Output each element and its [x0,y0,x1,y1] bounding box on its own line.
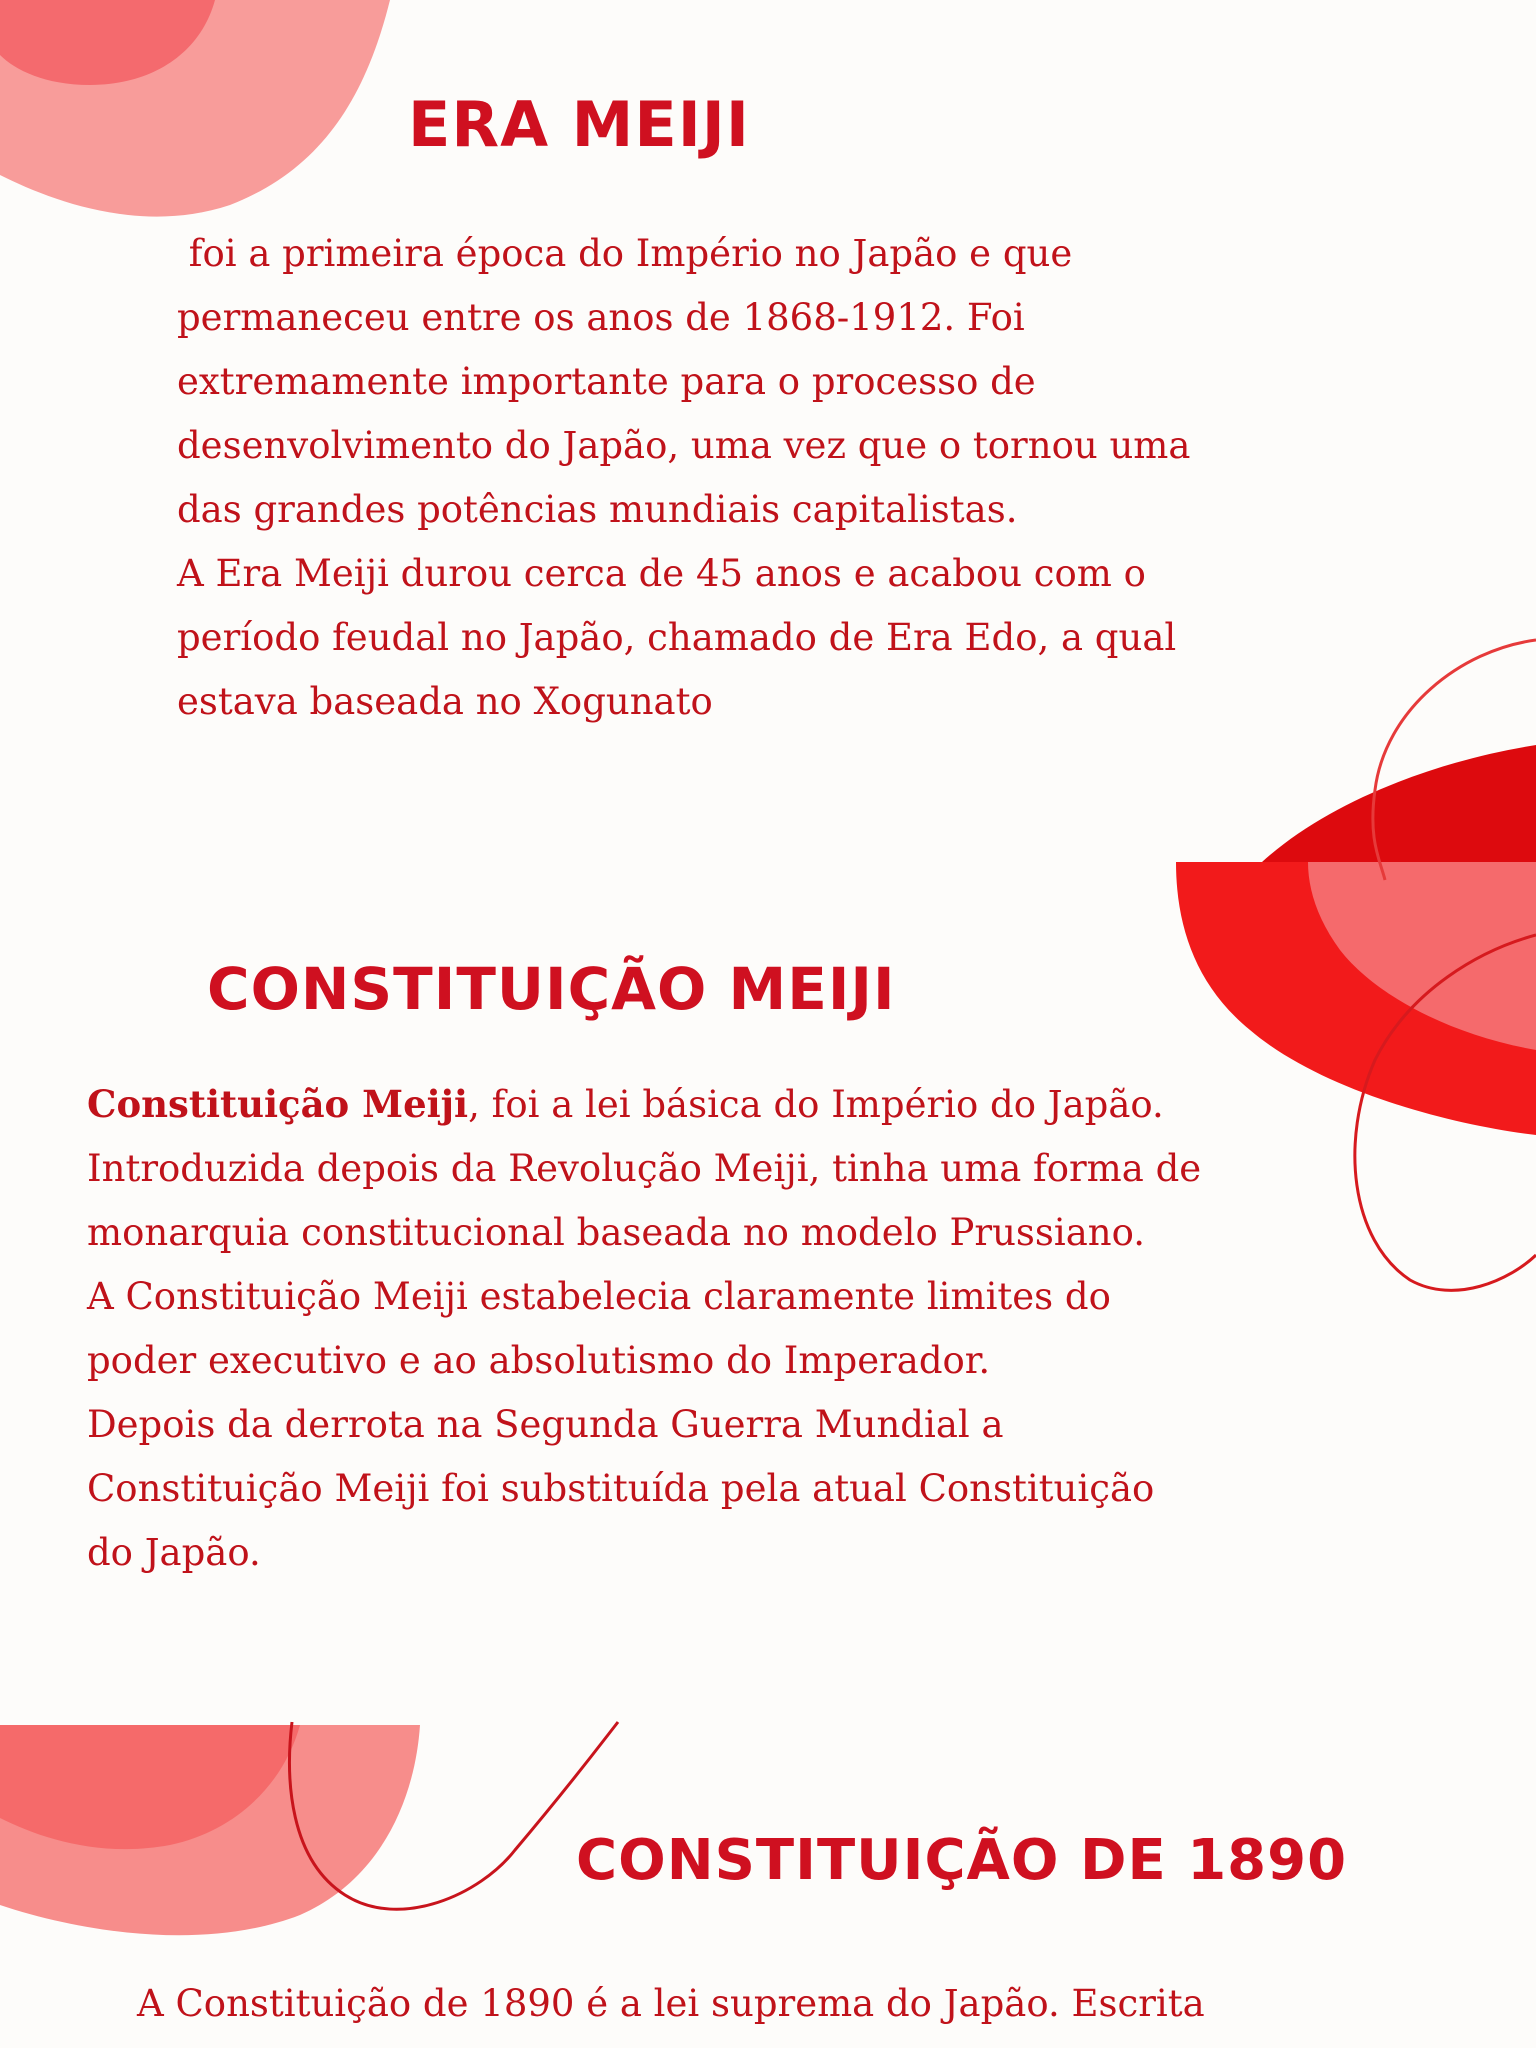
constituicao-meiji-bold-term: Constituição Meiji [87,1082,469,1126]
constituicao-meiji-title: CONSTITUIÇÃO MEIJI [207,955,896,1023]
constituicao-meiji-first-line [87,1072,1201,1137]
bottom-left-outline-curve [290,1722,618,1909]
right-red-half-disc [1176,862,1536,1135]
right-outline-swirl [1355,935,1536,1290]
era-meiji-line: desenvolvimento do Japão, uma vez que o tornou uma [177,424,1191,467]
top-left-coral-blob [0,0,215,85]
bottom-left-coral-blob [0,1725,300,1849]
top-left-pink-blob [0,0,390,217]
constituicao-1890-title: CONSTITUIÇÃO DE 1890 [576,1828,1348,1893]
right-pink-overlay [1308,862,1536,1050]
era-meiji-line: período feudal no Japão, chamado de Era Edo, a qual [177,616,1177,659]
constituicao-meiji-line: A Constituição Meiji estabelecia claramente limites do [87,1275,1111,1318]
constituicao-meiji-line: Introduzida depois da Revolução Meiji, tinha uma forma de [87,1147,1202,1190]
bottom-left-pink-blob [0,1725,420,1935]
era-meiji-line: A Era Meiji durou cerca de 45 anos e acabou com o [177,552,1146,595]
era-meiji-title: ERA MEIJI [408,88,750,161]
constituicao-1890-line: A Constituição de 1890 é a lei suprema do Japão. Escrita [137,1982,1205,2025]
constituicao-meiji-line: Constituição Meiji foi substituída pela atual Constituição [87,1467,1155,1510]
constituicao-meiji-line: poder executivo e ao absolutismo do Imperador. [87,1339,991,1382]
constituicao-meiji-paragraph [87,1072,1201,1585]
era-meiji-line: das grandes potências mundiais capitalistas. [177,488,1018,531]
era-meiji-paragraph [177,222,1190,734]
constituicao-1890-paragraph [137,1972,1205,2036]
era-meiji-line: permaneceu entre os anos de 1868-1912. Foi [177,296,1025,339]
right-red-lens [1262,745,1536,862]
constituicao-meiji-first-line-rest: , foi a lei básica do Império do Japão. [468,1083,1164,1126]
constituicao-meiji-line: do Japão. [87,1531,261,1574]
era-meiji-line: estava baseada no Xogunato [177,680,713,723]
constituicao-meiji-line: Depois da derrota na Segunda Guerra Mundial a [87,1403,1004,1446]
right-outline-loop [1373,640,1536,880]
era-meiji-line: extremamente importante para o processo de [177,360,1036,403]
constituicao-meiji-line: monarquia constitucional baseada no modelo Prussiano. [87,1211,1146,1254]
era-meiji-line: foi a primeira época do Império no Japão e que [177,232,1073,275]
